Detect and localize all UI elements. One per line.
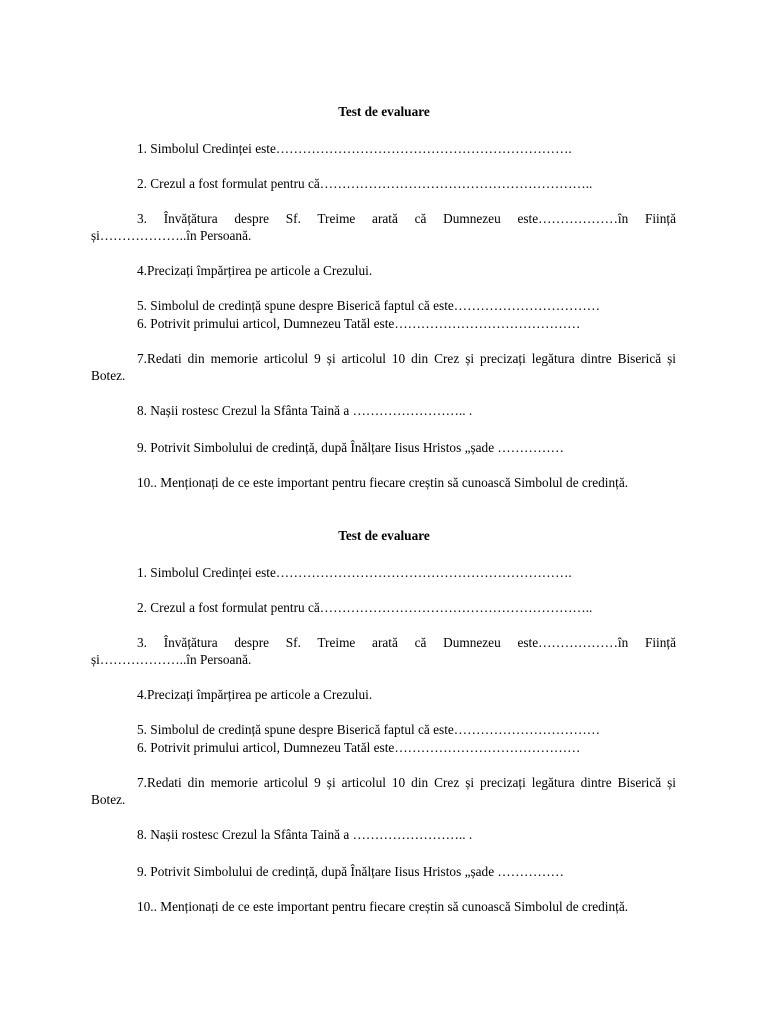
question-9: 9. Potrivit Simbolului de credință, după Înălțare Iisus Hristos „șade …………… — [137, 864, 564, 879]
test-title: Test de evaluare — [338, 104, 430, 119]
question-9: 9. Potrivit Simbolului de credință, după Înălțare Iisus Hristos „șade …………… — [137, 440, 564, 455]
question-3-line-2: și………………..în Persoană. — [91, 228, 252, 243]
question-5: 5. Simbolul de credință spune despre Biserică faptul că este…………………………… — [137, 722, 601, 737]
question-10: 10.. Menționați de ce este important pentru fiecare creștin să cunoască Simbolul de credință. — [137, 899, 629, 914]
question-5: 5. Simbolul de credință spune despre Biserică faptul că este…………………………… — [137, 298, 601, 313]
question-7-line-1: 7.Redati din memorie articolul 9 și articolul 10 din Crez și precizați legătura dintre Biserică și — [137, 775, 676, 790]
question-4: 4.Precizați împărțirea pe articole a Crezului. — [137, 687, 373, 702]
question-6: 6. Potrivit primului articol, Dumnezeu Tatăl este…………………………………… — [137, 740, 581, 755]
question-7-line-2: Botez. — [91, 792, 126, 807]
question-2: 2. Crezul a fost formulat pentru că…………………………………………………….. — [137, 600, 593, 615]
question-7-line-1: 7.Redati din memorie articolul 9 și articolul 10 din Crez și precizați legătura dintre Biserică și — [137, 351, 676, 366]
question-3-line-2: și………………..în Persoană. — [91, 652, 252, 667]
question-3-line-1: 3. Învățătura despre Sf. Treime arată că Dumnezeu este………………în Ființă — [137, 211, 676, 226]
question-8: 8. Nașii rostesc Crezul la Sfânta Taină a …………………….. . — [137, 827, 473, 842]
question-6: 6. Potrivit primului articol, Dumnezeu Tatăl este…………………………………… — [137, 316, 581, 331]
question-3-line-1: 3. Învățătura despre Sf. Treime arată că Dumnezeu este………………în Ființă — [137, 635, 676, 650]
test-title: Test de evaluare — [338, 528, 430, 543]
question-2: 2. Crezul a fost formulat pentru că…………………………………………………….. — [137, 176, 593, 191]
question-8: 8. Nașii rostesc Crezul la Sfânta Taină a …………………….. . — [137, 403, 473, 418]
question-10: 10.. Menționați de ce este important pentru fiecare creștin să cunoască Simbolul de credință. — [137, 475, 629, 490]
question-1: 1. Simbolul Credinței este…………………………………………………………. — [137, 565, 572, 580]
question-7-line-2: Botez. — [91, 368, 126, 383]
question-1: 1. Simbolul Credinței este…………………………………………………………. — [137, 141, 572, 156]
question-4: 4.Precizați împărțirea pe articole a Crezului. — [137, 263, 373, 278]
